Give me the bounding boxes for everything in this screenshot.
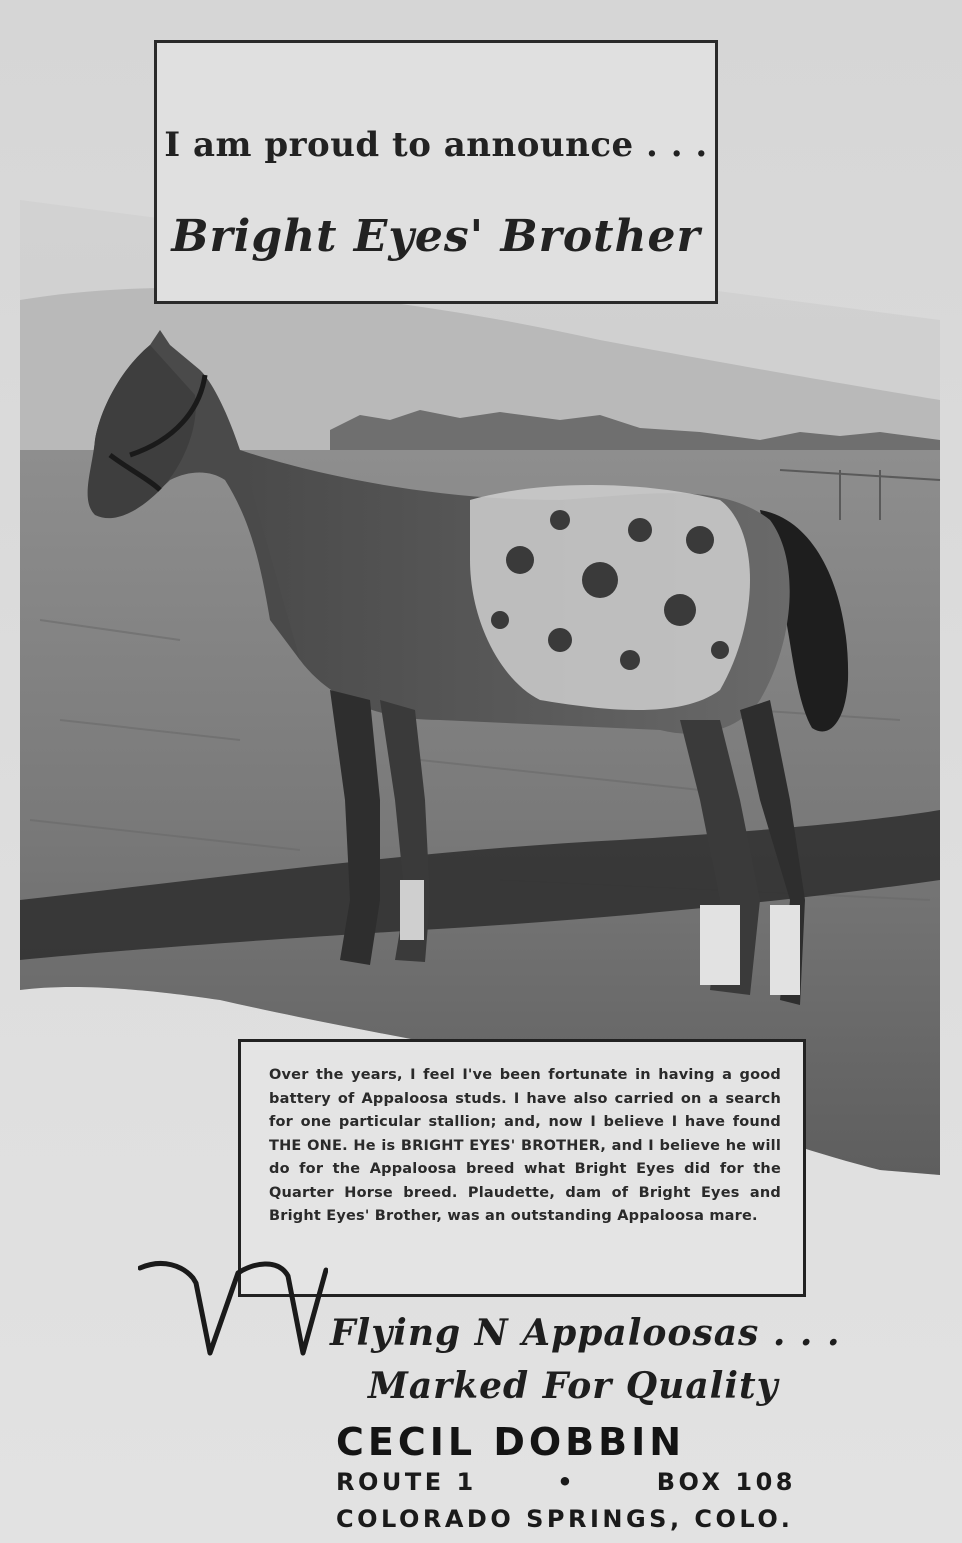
business-name: CECIL DOBBIN — [336, 1420, 686, 1464]
slogan-line-1: Flying N Appaloosas . . . — [330, 1312, 841, 1354]
white-sock — [700, 905, 740, 985]
slogan-line-2: Marked For Quality — [368, 1365, 779, 1407]
announcement-intro: I am proud to announce . . . — [164, 125, 708, 165]
description-text: Over the years, I feel I've been fortunate in having a good battery of Appaloosa studs. I have also carried on a search for one particular stallion; and, now I believe I have found THE ONE. He is BRIGHT EYES' BROTHER, and I believe he will do for the Appaloosa breed what Bright Eyes did for the Quarter Horse breed. Plaudette, dam of Bright Eyes and Bright Eyes' Brother, was an outstanding Appaloosa mare. — [269, 1067, 781, 1224]
address-line-1 — [336, 1468, 796, 1496]
route-text: ROUTE 1 — [336, 1468, 477, 1496]
white-sock — [770, 905, 800, 995]
address-line-2: COLORADO SPRINGS, COLO. — [336, 1505, 794, 1533]
appaloosa-spots — [470, 485, 750, 710]
horse-name-title: Bright Eyes' Brother — [171, 211, 701, 262]
flying-n-brand-icon — [138, 1258, 328, 1358]
box-text: BOX 108 — [656, 1468, 796, 1496]
white-sock — [400, 880, 424, 940]
separator-dot: • — [557, 1468, 577, 1496]
announcement-box — [154, 40, 718, 304]
